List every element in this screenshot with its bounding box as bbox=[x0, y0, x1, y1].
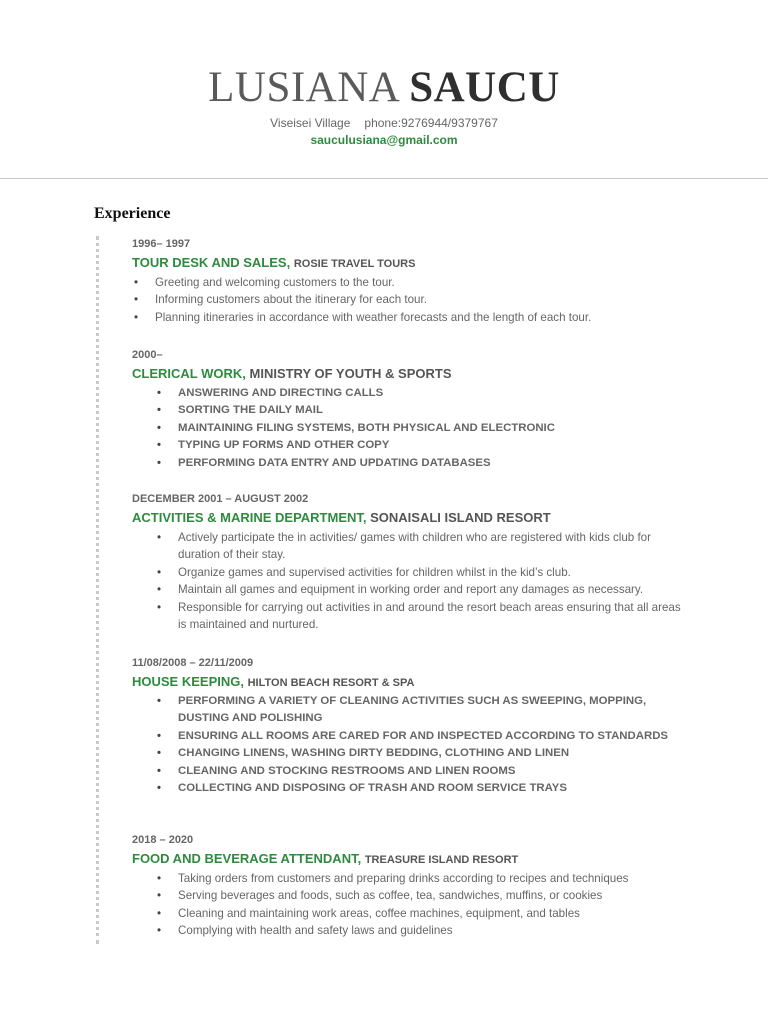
last-name: SAUCU bbox=[409, 64, 560, 111]
job-title bbox=[132, 674, 692, 689]
contact-line bbox=[0, 116, 768, 130]
job-organization: ROSIE TRAVEL TOURS bbox=[293, 258, 416, 270]
list-item: • Organize games and supervised activities for children whilst in the kid’s club. bbox=[155, 564, 692, 581]
list-item: • Responsible for carrying out activities in and around the resort beach areas ensuring that all areas is maintained and nurtured. bbox=[155, 599, 692, 634]
location: Viseisei Village bbox=[270, 116, 351, 130]
job-entry bbox=[132, 834, 692, 940]
list-item: • Greeting and welcoming customers to the tour. bbox=[132, 274, 692, 291]
job-duties bbox=[155, 693, 692, 797]
job-role: TOUR DESK AND SALES, bbox=[132, 255, 291, 270]
list-item: • CHANGING LINENS, WASHING DIRTY BEDDING, CLOTHING AND LINEN bbox=[155, 745, 692, 762]
resume-header bbox=[0, 0, 768, 147]
list-item: • SORTING THE DAILY MAIL bbox=[155, 402, 692, 419]
job-duties bbox=[132, 274, 692, 326]
list-item: • MAINTAINING FILING SYSTEMS, BOTH PHYSICAL AND ELECTRONIC bbox=[155, 420, 692, 437]
list-item: • Informing customers about the itinerary for each tour. bbox=[132, 291, 692, 308]
list-item: • Maintain all games and equipment in working order and report any damages as necessary. bbox=[155, 581, 692, 598]
job-duties bbox=[155, 870, 692, 940]
email[interactable]: sauculusiana@gmail.com bbox=[310, 133, 458, 147]
job-role: FOOD AND BEVERAGE ATTENDANT, bbox=[132, 851, 362, 866]
job-dates: 2018 – 2020 bbox=[132, 834, 194, 846]
job-entry bbox=[132, 349, 692, 472]
job-dates: 2000– bbox=[132, 349, 163, 361]
candidate-name bbox=[0, 64, 768, 112]
list-item: • TYPING UP FORMS AND OTHER COPY bbox=[155, 437, 692, 454]
list-item: • Complying with health and safety laws and guidelines bbox=[155, 922, 692, 939]
list-item: • ENSURING ALL ROOMS ARE CARED FOR AND INSPECTED ACCORDING TO STANDARDS bbox=[155, 728, 692, 745]
list-item: • PERFORMING A VARIETY OF CLEANING ACTIVITIES SUCH AS SWEEPING, MOPPING, DUSTING AND POLISHING bbox=[155, 693, 692, 728]
list-item: • ANSWERING AND DIRECTING CALLS bbox=[155, 385, 692, 402]
job-duties bbox=[155, 529, 692, 633]
job-entry bbox=[132, 493, 692, 633]
list-item: • Planning itineraries in accordance with weather forecasts and the length of each tour. bbox=[132, 309, 692, 326]
list-item: • Cleaning and maintaining work areas, coffee machines, equipment, and tables bbox=[155, 905, 692, 922]
job-duties bbox=[155, 385, 692, 472]
first-name: LUSIANA bbox=[208, 64, 398, 111]
timeline-dotted-line bbox=[96, 236, 99, 944]
section-title-experience: Experience bbox=[94, 205, 171, 222]
job-organization: TREASURE ISLAND RESORT bbox=[364, 854, 519, 866]
job-title bbox=[132, 851, 692, 866]
job-role: HOUSE KEEPING, bbox=[132, 674, 244, 689]
job-dates: DECEMBER 2001 – AUGUST 2002 bbox=[132, 493, 309, 505]
job-role: CLERICAL WORK, bbox=[132, 366, 246, 381]
list-item: • PERFORMING DATA ENTRY AND UPDATING DATABASES bbox=[155, 455, 692, 472]
job-entry bbox=[132, 657, 692, 797]
list-item: • COLLECTING AND DISPOSING OF TRASH AND ROOM SERVICE TRAYS bbox=[155, 780, 692, 797]
job-dates: 11/08/2008 – 22/11/2009 bbox=[132, 657, 254, 669]
header-divider bbox=[0, 178, 768, 179]
job-dates: 1996– 1997 bbox=[132, 238, 191, 250]
job-title bbox=[132, 255, 692, 270]
job-title bbox=[132, 510, 692, 525]
job-organization: MINISTRY OF YOUTH & SPORTS bbox=[249, 366, 452, 381]
list-item: • CLEANING AND STOCKING RESTROOMS AND LINEN ROOMS bbox=[155, 763, 692, 780]
job-title bbox=[132, 366, 692, 381]
job-organization: SONAISALI ISLAND RESORT bbox=[370, 510, 551, 525]
job-entry bbox=[132, 238, 692, 326]
phone: phone:9276944/9379767 bbox=[364, 116, 498, 130]
list-item: • Taking orders from customers and preparing drinks according to recipes and techniques bbox=[155, 870, 692, 887]
list-item: • Actively participate the in activities/ games with children who are registered with kids club for duration of their stay. bbox=[155, 529, 692, 564]
job-role: ACTIVITIES & MARINE DEPARTMENT, bbox=[132, 510, 367, 525]
job-organization: HILTON BEACH RESORT & SPA bbox=[247, 677, 415, 689]
list-item: • Serving beverages and foods, such as coffee, tea, sandwiches, muffins, or cookies bbox=[155, 887, 692, 904]
